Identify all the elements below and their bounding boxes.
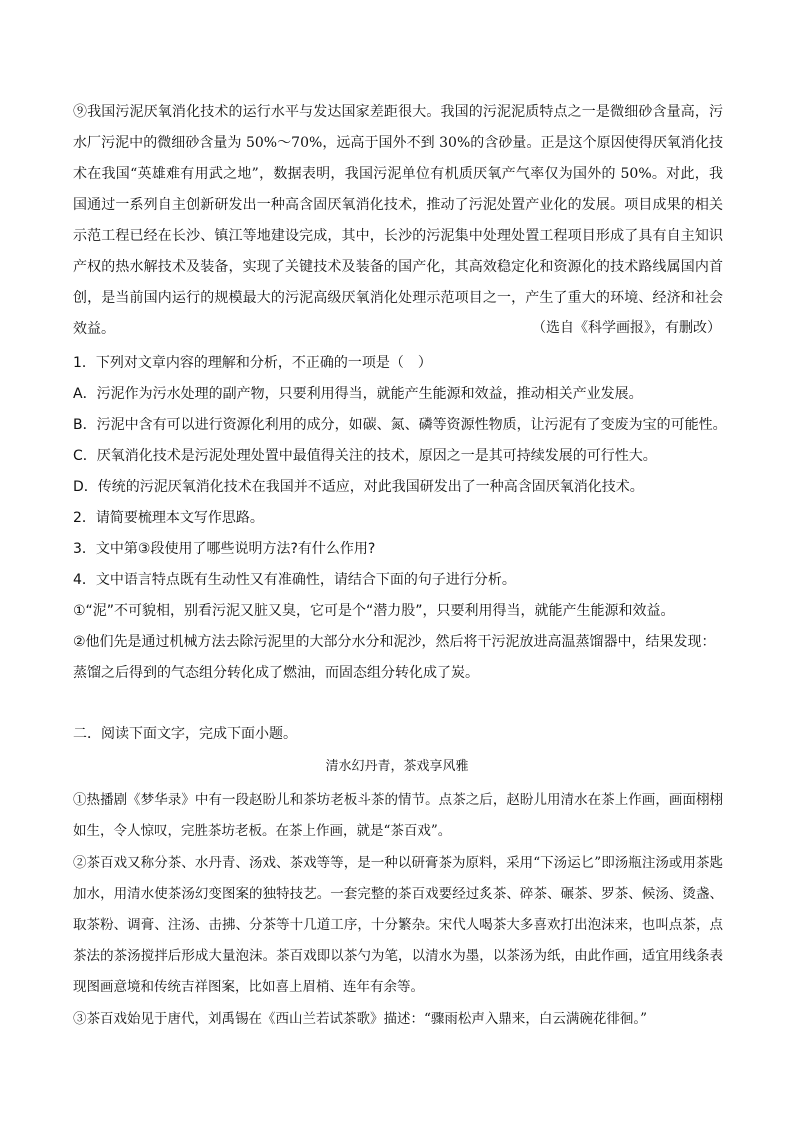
passage-source: （选自《科学画报》，有删改） xyxy=(532,320,721,336)
question-2: 2．请简要梳理本文写作思路。 xyxy=(73,510,264,526)
section-2-paragraph-1: ①热播剧《梦华录》中有一段赵盼儿和茶坊老板斗茶的情节。点茶之后，赵盼儿用清水在茶上作画，画面栩栩如生，令人惊叹，完胜茶坊老板。在茶上作画，就是“茶百戏”。 xyxy=(73,792,723,839)
question-4: 4．文中语言特点既有生动性又有准确性，请结合下面的句子进行分析。 xyxy=(73,572,516,588)
section-2-paragraph-2: ②茶百戏又称分茶、水丹青、汤戏、茶戏等等，是一种以研膏茶为原料，采用“下汤运匕”即汤瓶注汤或用茶匙加水，用清水使茶汤幻变图案的独特技艺。一套完整的茶百戏要经过炙茶、碎茶、碾茶、罗茶、候汤、烫盏、取茶粉、调膏、注汤、击拂、分茶等十几道工序，十分繁杂。宋代人喝茶大多喜欢打出泡沫来，也叫点茶，点茶法的茶汤搅拌后形成大量泡沫。茶百戏即以茶勺为笔，以清水为墨，以茶汤为纸，由此作画，适宜用线条表现图画意境和传统吉祥图案，比如喜上眉梢、连年有余等。 xyxy=(73,855,723,995)
section-2-heading: 二．阅读下面文字，完成下面小题。 xyxy=(73,726,297,742)
question-1-option-a: A．污泥作为污水处理的副产物，只要利用得当，就能产生能源和效益，推动相关产业发展。 xyxy=(73,386,643,402)
question-3: 3．文中第③段使用了哪些说明方法?有什么作用? xyxy=(73,541,376,557)
question-1: 1．下列对文章内容的理解和分析，不正确的一项是（ ） xyxy=(73,355,432,371)
question-1-option-c: C．厌氧消化技术是污泥处理处置中最值得关注的技术，原因之一是其可持续发展的可行性大。 xyxy=(73,448,657,464)
question-block xyxy=(73,348,727,689)
question-4-sentence-2: ②他们先是通过机械方法去除污泥里的大部分水分和泥沙，然后将干污泥放进高温蒸馏器中，结果发现：蒸馏之后得到的气态组分转化成了燃油，而固态组分转化成了炭。 xyxy=(73,634,716,681)
question-1-option-b: B．污泥中含有可以进行资源化利用的成分，如碳、氮、磷等资源性物质，让污泥有了变废为宝的可能性。 xyxy=(73,417,727,433)
section-2-title: 清水幻丹青，茶戏享风雅 xyxy=(325,759,469,774)
question-1-option-d: D．传统的污泥厌氧消化技术在我国并不适应，对此我国研发出了一种高含固厌氧消化技术。 xyxy=(73,479,644,495)
passage-paragraph-9: ⑨我国污泥厌氧消化技术的运行水平与发达国家差距很大。我国的污泥泥质特点之一是微细砂含量高，污水厂污泥中的微细砂含量为 50%～70%，远高于国外不到 30%的含砂量。正是这个原因使得厌氧消化技术在我国“英雄难有用武之地”，数据表明，我国污泥单位有机质厌氧产气率仅为国外的 50%。对此，我国通过一系列自主创新研发出一种高含固厌氧消化技术，推动了污泥处置产业化的发展。项目成果的相关示范工程已经在长沙、镇江等地建设完成，其中，长沙的污泥集中处理处置工程项目形成了具有自主知识产权的热水解技术及装备，实现了关键技术及装备的国产化，其高效稳定化和资源化的技术路线属国内首创，是当前国内运行的规模最大的污泥高级厌氧消化处理示范项目之一，产生了重大的环境、经济和社会效益。 xyxy=(73,104,723,337)
question-4-sentence-1: ①“泥”不可貌相，别看污泥又脏又臭，它可是个“潜力股”，只要利用得当，就能产生能源和效益。 xyxy=(73,603,675,619)
section-2-paragraph-3: ③茶百戏始见于唐代，刘禹锡在《西山兰若试茶歌》描述：“骤雨松声入鼎来，白云满碗花徘徊。” xyxy=(73,1011,648,1027)
